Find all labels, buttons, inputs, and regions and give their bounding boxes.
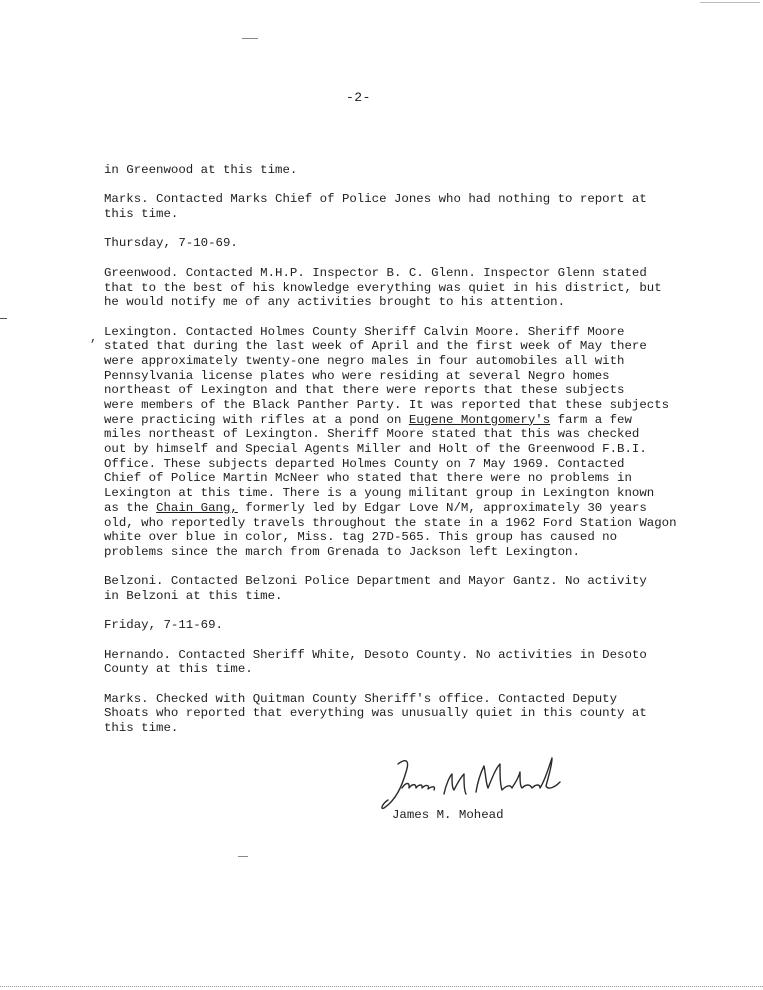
para-belzoni bbox=[104, 574, 704, 603]
text-line: he would notify me of any activities brought to his attention. bbox=[104, 295, 566, 310]
text-line: old, who reportedly travels throughout the state in a 1962 Ford Station Wagon bbox=[104, 515, 677, 530]
scan-edge bbox=[0, 986, 763, 987]
para-marks-1 bbox=[104, 192, 704, 221]
text-line: were approximately twenty-one negro males in four automobiles all with bbox=[104, 353, 625, 368]
para-marks-2 bbox=[104, 692, 704, 736]
text-line: Chief of Police Martin McNeer who stated that there were no problems in bbox=[104, 471, 632, 486]
page-number: -2- bbox=[346, 90, 371, 105]
para-continuation bbox=[104, 163, 704, 178]
text-line: Marks. Contacted Marks Chief of Police Jones who had nothing to report at bbox=[104, 192, 647, 207]
date-friday bbox=[104, 618, 704, 633]
text-line: as the Chain Gang, formerly led by Edgar Love N/M, approximately 30 years bbox=[104, 500, 647, 515]
text-line: out by himself and Special Agents Miller and Holt of the Greenwood F.B.I. bbox=[104, 442, 647, 457]
text-line: were members of the Black Panther Party. It was reported that these subjects bbox=[104, 398, 670, 412]
para-lexington bbox=[104, 325, 704, 560]
text-line: were practicing with rifles at a pond on Eugene Montgomery's farm a few bbox=[104, 412, 632, 427]
text-line: this time. bbox=[104, 207, 179, 222]
para-hernando bbox=[104, 648, 704, 677]
text-line: Pennsylvania license plates who were residing at several Negro homes bbox=[104, 368, 610, 383]
text-line: Lexington at this time. There is a young militant group in Lexington known bbox=[104, 486, 655, 501]
scan-speck bbox=[700, 2, 760, 3]
para-greenwood bbox=[104, 266, 704, 310]
handwritten-signature bbox=[376, 750, 576, 810]
text-line: Office. These subjects departed Holmes County on 7 May 1969. Contacted bbox=[104, 456, 625, 471]
text-line: miles northeast of Lexington. Sheriff Moore stated that this was checked bbox=[104, 427, 640, 442]
text-line: Lexington. Contacted Holmes County Sheriff Calvin Moore. Sheriff Moore bbox=[104, 324, 625, 339]
scan-speck bbox=[238, 856, 248, 857]
underlined-name: Chain Gang, bbox=[156, 500, 238, 515]
signature-block bbox=[376, 750, 576, 840]
text-line: in Greenwood at this time. bbox=[104, 163, 298, 177]
date-thursday bbox=[104, 236, 704, 251]
text-line: Shoats who reported that everything was unusually quiet in this county at bbox=[104, 706, 647, 721]
text-line: northeast of Lexington and that there were reports that these subjects bbox=[104, 383, 625, 398]
text-line: Marks. Checked with Quitman County Sheriff's office. Contacted Deputy bbox=[104, 691, 618, 706]
date-line: Thursday, 7-10-69. bbox=[104, 236, 238, 251]
text-line: white over blue in color, Miss. tag 27D-565. This group has caused no bbox=[104, 530, 618, 545]
text-line: Greenwood. Contacted M.H.P. Inspector B. C. Glenn. Inspector Glenn stated bbox=[104, 265, 647, 280]
underlined-name: Eugene Montgomery's bbox=[408, 412, 551, 427]
scan-speck bbox=[242, 38, 258, 39]
text-line: that to the best of his knowledge everything was quiet in his district, but bbox=[104, 280, 662, 295]
text-line: in Belzoni at this time. bbox=[104, 588, 283, 603]
edge-mark bbox=[0, 318, 7, 319]
text-line: this time. bbox=[104, 721, 179, 736]
date-line: Friday, 7-11-69. bbox=[104, 618, 223, 633]
text-line: stated that during the last week of April and the first week of May there bbox=[104, 339, 647, 354]
signer-name: James M. Mohead bbox=[392, 808, 504, 822]
text-line: Belzoni. Contacted Belzoni Police Department and Mayor Gantz. No activity bbox=[104, 574, 647, 589]
text-line: County at this time. bbox=[104, 662, 253, 677]
report-body bbox=[104, 163, 704, 751]
text-line: problems since the march from Grenada to Jackson left Lexington. bbox=[104, 544, 580, 559]
text-line: Hernando. Contacted Sheriff White, Desoto County. No activities in Desoto bbox=[104, 647, 647, 662]
margin-tick-mark: , bbox=[90, 331, 98, 345]
